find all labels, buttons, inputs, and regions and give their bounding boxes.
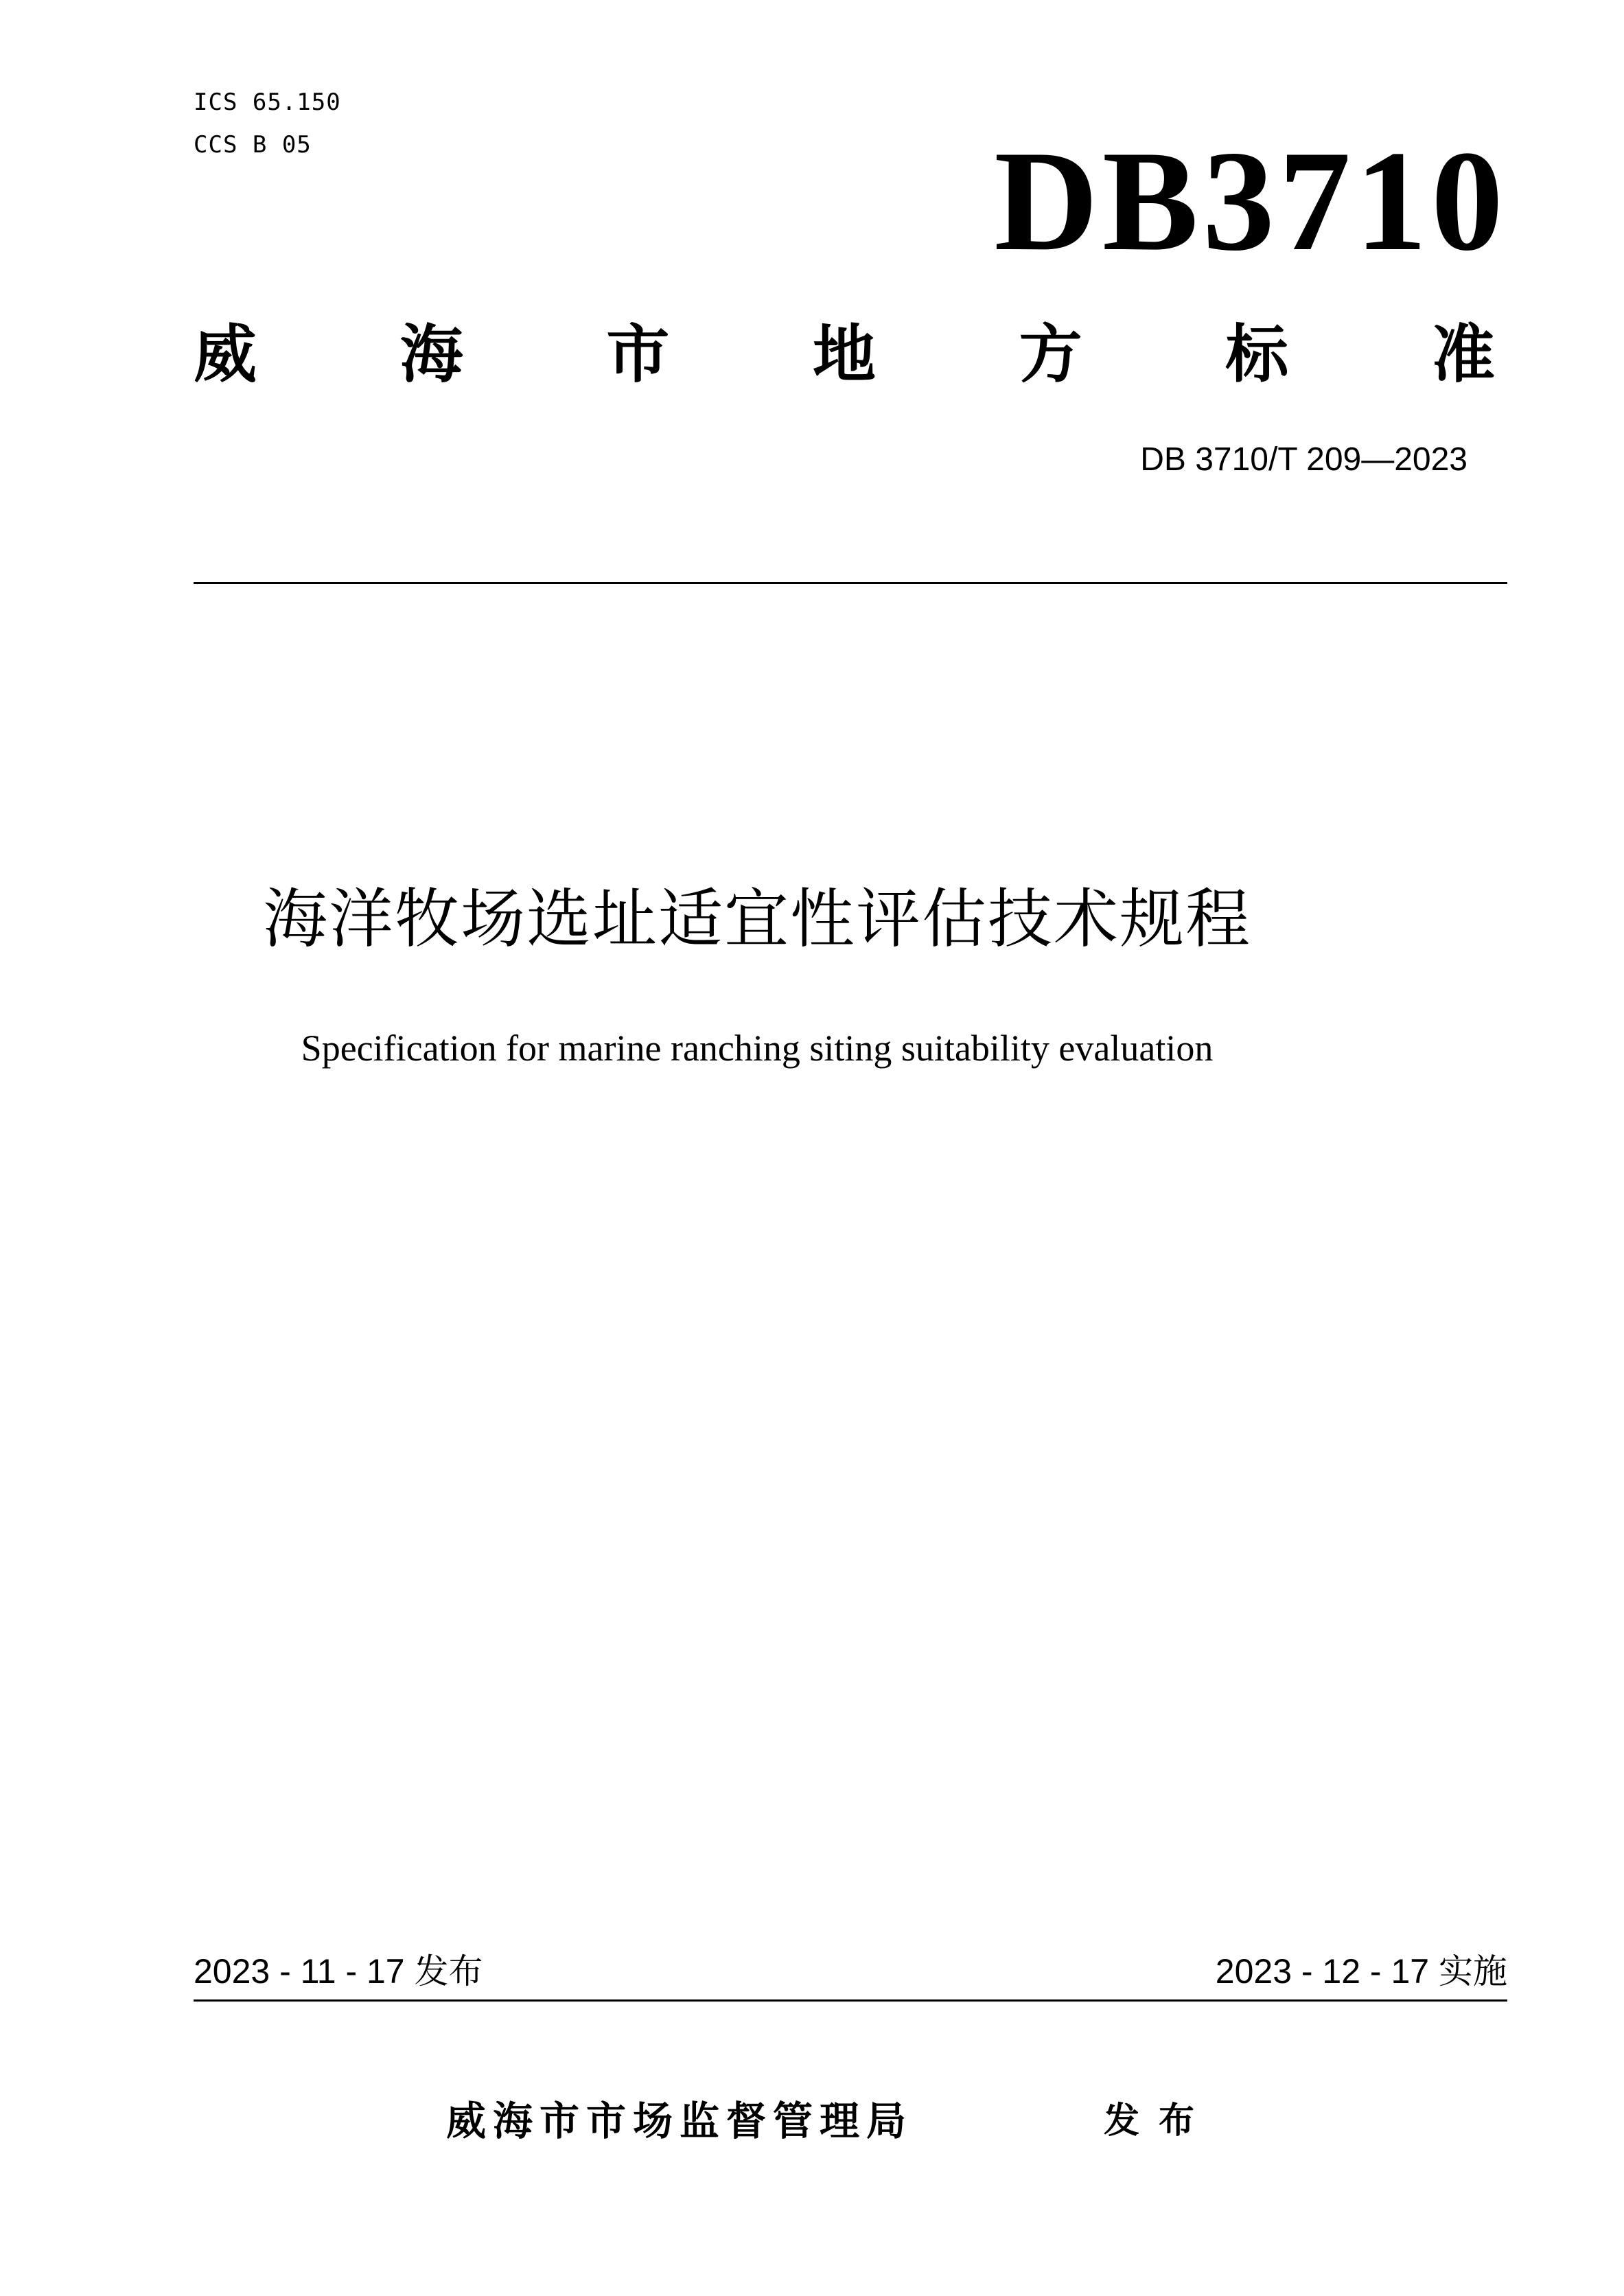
standard-type-char: 标 <box>1225 318 1289 391</box>
ccs-code: CCS B 05 <box>194 131 312 159</box>
implementation-date: 2023 - 12 - 17 实施 <box>1215 1952 1507 1991</box>
issue-date: 2023 - 11 - 17 发布 <box>194 1952 483 1991</box>
title-english: Specification for marine ranching siting suitability evaluation <box>301 1028 1214 1069</box>
classification-codes <box>194 81 341 166</box>
footer-divider <box>194 1999 1507 2002</box>
standard-code: DB3710 <box>994 121 1507 281</box>
standard-type-char: 市 <box>606 318 670 391</box>
issuing-label: 发布 <box>1104 2100 1214 2142</box>
standard-type <box>194 317 1495 393</box>
ics-code: ICS 65.150 <box>194 89 341 116</box>
standard-number: DB 3710/T 209—2023 <box>1140 441 1468 478</box>
standard-type-char: 方 <box>1019 318 1082 391</box>
title-chinese: 海洋牧场选址适宜性评估技术规程 <box>262 882 1251 957</box>
standard-type-char: 地 <box>812 318 876 391</box>
standard-type-char: 准 <box>1431 318 1495 391</box>
header-divider <box>194 582 1507 584</box>
issuing-authority: 威海市市场监督管理局 <box>446 2098 914 2144</box>
standard-type-char: 威 <box>194 318 257 391</box>
standard-type-char: 海 <box>399 318 463 391</box>
